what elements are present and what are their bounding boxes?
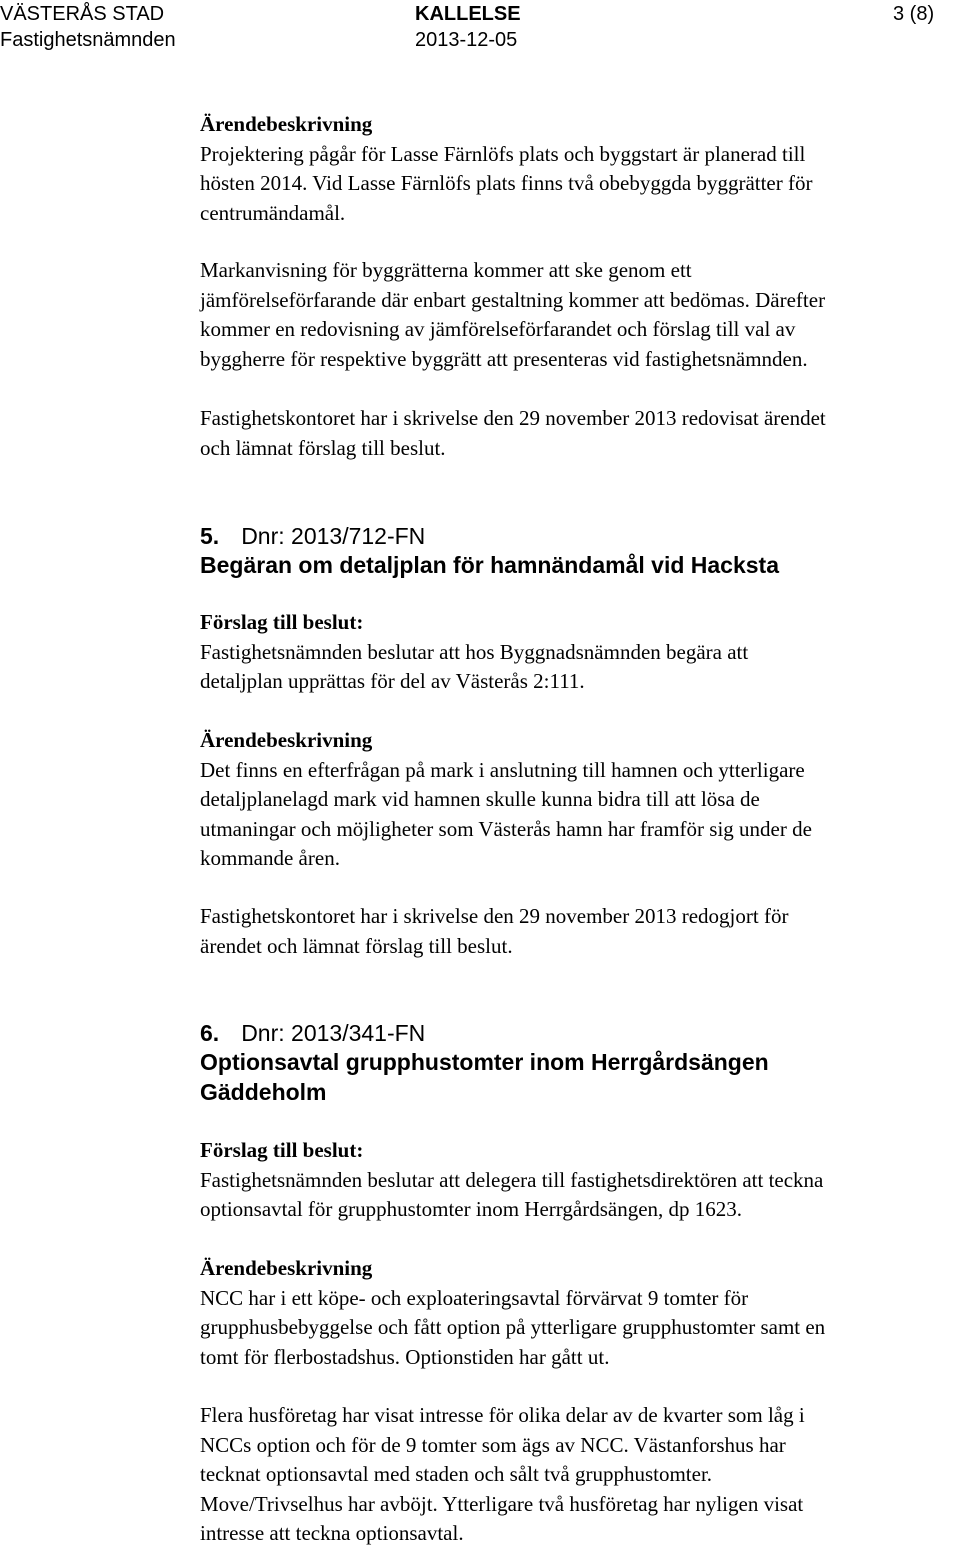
org-name: VÄSTERÅS STAD [0,3,165,25]
meeting-date: 2013-12-05 [415,29,518,51]
item5-description [200,726,960,874]
text-line: Markanvisning för byggrätterna kommer att ske genom ett [200,258,692,282]
text-line: detaljplanelagd mark vid hamnen skulle kunna bidra till att lösa de [200,787,760,811]
text-line: optionsavtal för grupphustomter inom Herrgårdsängen, dp 1623. [200,1197,743,1221]
title-line: Gäddeholm [200,1079,327,1105]
text-line: ärendet och lämnat förslag till beslut. [200,933,513,958]
document-type: KALLELSE [415,3,521,25]
text-line: detaljplan upprättas för del av Västerås 2:111. [200,669,585,693]
text-line: tecknat optionsavtal med staden och sålt två grupphustomter. [200,1462,713,1486]
item5-dnr: Dnr: 2013/712-FN [241,523,426,549]
text-line: Fastighetsnämnden beslutar att hos Byggnadsnämnden begära att [200,639,749,664]
item5-description-heading: Ärendebeskrivning [200,728,373,752]
text-line: NCCs option och för de 9 tomter som ägs av NCC. Västanforshus har [200,1432,786,1457]
text-line: grupphusbebyggelse och fått option på ytterligare grupphustomter samt en [200,1315,826,1339]
item6-proposal [200,1136,960,1225]
text-line: Move/Trivselhus har avböjt. Ytterligare två husföretag har nyligen visat [200,1491,804,1516]
text-line: utmaningar och möjligheter som Västerås hamn har framför sig under de [200,816,812,841]
text-line: tomt för flerbostadshus. Optionstiden har gått ut. [200,1344,610,1369]
text-line: Fastighetskontoret har i skrivelse den 29 november 2013 redogjort för [200,904,789,928]
item6-dnr: Dnr: 2013/341-FN [241,1020,426,1046]
text-line: jämförelseförfarande där enbart gestaltning kommer att bedömas. Därefter [200,287,826,312]
text-line: och lämnat förslag till beslut. [200,435,446,460]
text-line: kommer en redovisning av jämförelseförfarandet och förslag till val av [200,317,796,341]
text-line: Fastighetskontoret har i skrivelse den 29 november 2013 redovisat ärendet [200,406,826,430]
item5-proposal-heading: Förslag till beslut: [200,610,364,634]
text-line: intresse att teckna optionsavtal. [200,1521,464,1545]
item5-paragraph-2 [200,902,960,961]
item6-number: 6. [200,1020,220,1046]
item5-number: 5. [200,523,220,549]
item4-paragraph-3 [200,404,960,463]
text-line: Det finns en efterfrågan på mark i anslutning till hamnen och ytterligare [200,757,805,782]
text-line: hösten 2014. Vid Lasse Färnlöfs plats finns två obebyggda byggrätter för [200,171,813,195]
text-line: Projektering pågår för Lasse Färnlöfs plats och byggstart är planerad till [200,141,806,166]
text-line: kommande åren. [200,846,340,870]
text-line: Fastighetsnämnden beslutar att delegera till fastighetsdirektören att teckna [200,1167,824,1192]
item6-number-line [200,1019,960,1047]
item4-paragraph-1 [200,140,960,229]
item4-continuation [200,110,960,228]
item4-paragraph-2 [200,256,960,374]
item4-description-heading: Ärendebeskrivning [200,112,373,136]
text-line: centrumändamål. [200,200,346,225]
item5-title: Begäran om detaljplan för hamnändamål vid Hacksta [200,552,779,578]
title-line: Optionsavtal grupphustomter inom Herrgårdsängen [200,1049,769,1075]
item6-description [200,1254,960,1372]
item6-paragraph-2 [200,1401,960,1549]
item6-title [200,1047,960,1107]
item6-description-heading: Ärendebeskrivning [200,1256,373,1280]
item6-proposal-heading: Förslag till beslut: [200,1138,364,1162]
text-line: NCC har i ett köpe- och exploateringsavtal förvärvat 9 tomter för [200,1285,749,1310]
text-line: byggherre för respektive byggrätt att presenteras vid fastighetsnämnden. [200,346,808,371]
item5-proposal [200,608,960,697]
page-number: 3 (8) [893,3,935,25]
item5-number-line [200,522,960,550]
text-line: Flera husföretag har visat intresse för olika delar av de kvarter som låg i [200,1403,805,1427]
committee-name: Fastighetsnämnden [0,29,176,51]
